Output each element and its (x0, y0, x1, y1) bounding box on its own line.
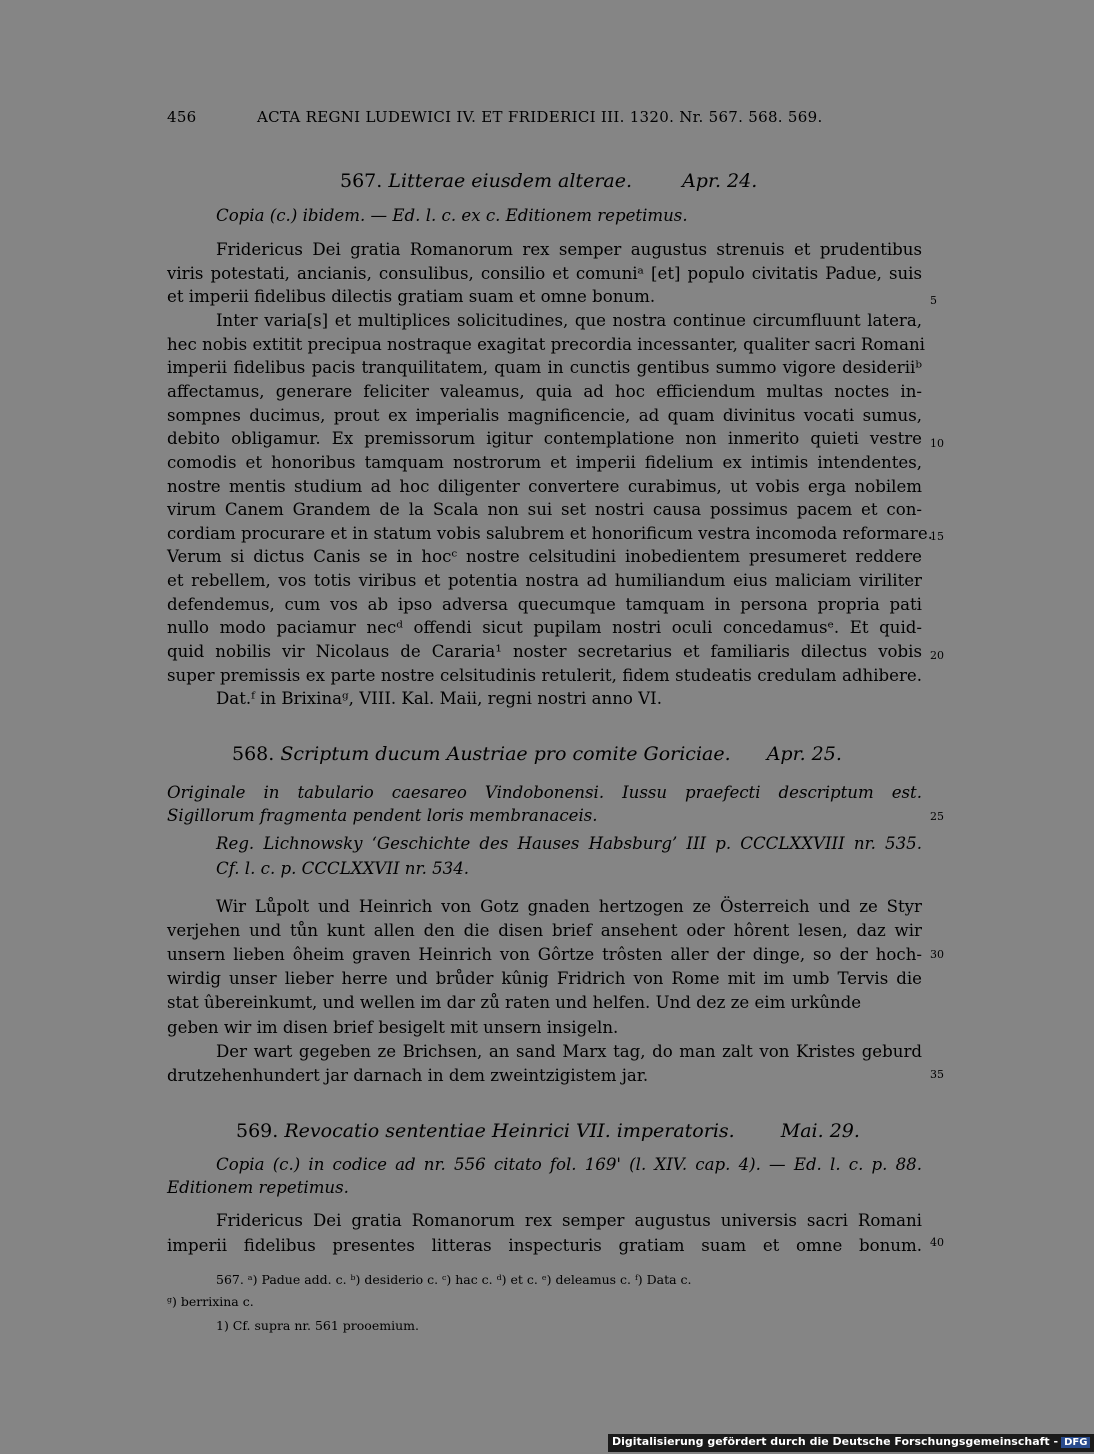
text-line: geben wir im disen brief besigelt mit unsern insigeln. (167, 1017, 619, 1037)
margin-line-number: 30 (930, 948, 944, 961)
text-line: Der wart gegeben ze Brichsen, an sand Marx tag, do man zalt von Kristes geburd (216, 1041, 922, 1061)
text-line: Inter varia[s] et multiplices solicitudines, que nostra continue circumfluunt latera, (216, 310, 922, 330)
text-line: viris potestati, ancianis, consulibus, consilio et comuniᵃ [et] populo civitatis Padue, suis (167, 263, 922, 283)
footer-text: Digitalisierung gefördert durch die Deutsche Forschungsgemeinschaft - (612, 1435, 1059, 1448)
doc-568-source-2: Sigillorum fragmenta pendent loris membranaceis. (167, 806, 598, 825)
doc-568-number: 568. (232, 743, 275, 765)
text-line: nostre mentis studium ad hoc diligenter convertere curabimus, ut vobis erga nobilem (167, 476, 922, 496)
text-line: drutzehenhundert jar darnach in dem zweintzigistem jar. (167, 1065, 649, 1085)
margin-line-number: 40 (930, 1236, 944, 1249)
running-title: ACTA REGNI LUDEWICI IV. ET FRIDERICI III. 1320. Nr. 567. 568. 569. (257, 108, 823, 126)
text-line: Dat.ᶠ in Brixinaᵍ, VIII. Kal. Maii, regni nostri anno VI. (216, 689, 662, 709)
text-line: defendemus, cum vos ab ipso adversa quecumque tamquam in persona propria pati (167, 594, 922, 614)
doc-569-number: 569. (236, 1120, 279, 1142)
doc-568-date: Apr. 25. (766, 743, 842, 765)
text-line: et imperii fidelibus dilectis gratiam suam et omne bonum. (167, 287, 656, 307)
doc-569-title-text: Revocatio sententiae Heinrici VII. imperatoris. (284, 1120, 735, 1142)
text-line: virum Canem Grandem de la Scala non sui set nostri causa possimus pacem et con- (167, 500, 922, 520)
doc-569-date: Mai. 29. (780, 1120, 860, 1142)
margin-line-number: 10 (930, 437, 944, 450)
doc-567-number: 567. (340, 170, 383, 192)
doc-568-title (232, 743, 842, 765)
margin-line-number: 25 (930, 810, 944, 823)
doc-569-title (236, 1120, 860, 1142)
doc-568-source-4: Cf. l. c. p. CCCLXXVII nr. 534. (216, 859, 470, 878)
margin-line-number: 20 (930, 649, 944, 662)
margin-line-number: 35 (930, 1068, 944, 1081)
text-line: imperii fidelibus presentes litteras inspecturis gratiam suam et omne bonum. (167, 1235, 922, 1255)
doc-567-source: Copia (c.) ibidem. — Ed. l. c. ex c. Editionem repetimus. (216, 206, 688, 225)
text-line: Verum si dictus Canis se in hocᶜ nostre celsitudini inobedientem presumeret reddere (167, 547, 922, 567)
margin-line-number: 15 (930, 530, 944, 543)
text-line: et rebellem, vos totis viribus et potentia nostra ad humiliandum eius maliciam viriliter (167, 571, 922, 591)
page-number: 456 (167, 108, 197, 126)
doc-567-title-text: Litterae eiusdem alterae. (388, 170, 633, 192)
doc-568-source-1: Originale in tabulario caesareo Vindobonensi. Iussu praefecti descriptum est. (167, 783, 922, 802)
text-line: quid nobilis vir Nicolaus de Cararia¹ noster secretarius et familiaris dilectus vobis (167, 642, 922, 662)
doc-568-source-3: Reg. Lichnowsky ‘Geschichte des Hauses Habsburg’ III p. CCCLXXVIII nr. 535. (216, 834, 922, 853)
text-line: Fridericus Dei gratia Romanorum rex semper augustus strenuis et prudentibus (216, 240, 922, 259)
text-line: Wir Lůpolt und Heinrich von Gotz gnaden hertzogen ze Österreich und ze Styr (216, 897, 922, 916)
doc-569-source-1: Copia (c.) in codice ad nr. 556 citato fol. 169' (l. XIV. cap. 4). — Ed. l. c. p. 88. (216, 1155, 922, 1174)
text-line: super premissis ex parte nostre celsitudinis retulerit, fidem studeatis credulam adhibere. (167, 665, 922, 685)
text-line: affectamus, generare feliciter valeamus, quia ad hoc efficiendum multas noctes in- (167, 381, 922, 401)
text-line: debito obligamur. Ex premissorum igitur contemplatione non inmerito quieti vestre (167, 429, 922, 449)
digitization-footer (608, 1434, 1094, 1452)
text-line: unsern lieben ôheim graven Heinrich von Gôrtze trôsten aller der dinge, so der hoch- (167, 945, 922, 965)
text-line: sompnes ducimus, prout ex imperialis magnificencie, ad quam divinitus vocati sumus, (167, 405, 922, 425)
doc-567-date: Apr. 24. (682, 170, 758, 192)
text-line: comodis et honoribus tamquam nostrorum et imperii fidelium ex intimis intendentes, (167, 452, 922, 472)
footnote-line-2: ᵍ) berrixina c. (167, 1294, 254, 1309)
text-line: Fridericus Dei gratia Romanorum rex semper augustus universis sacri Romani (216, 1211, 922, 1230)
doc-567-title (340, 170, 757, 192)
text-line: imperii fidelibus pacis tranquilitatem, quam in cunctis gentibus summo vigore desideriiᵇ (167, 358, 922, 378)
doc-569-source-2: Editionem repetimus. (167, 1178, 349, 1197)
text-line: nullo modo paciamur necᵈ offendi sicut pupilam nostri oculi concedamusᵉ. Et quid- (167, 618, 922, 638)
dfg-logo: DFG (1061, 1437, 1090, 1448)
text-line: verjehen und tůn kunt allen den die disen brief ansehent oder hôrent lesen, daz wir (167, 921, 922, 941)
text-line: hec nobis extitit precipua nostraque exagitat precordia incessanter, qualiter sacri Romani (167, 334, 925, 354)
margin-line-number: 5 (930, 294, 937, 307)
text-line: wirdig unser lieber herre und brůder kûnig Fridrich von Rome mit im umb Tervis die (167, 969, 922, 989)
doc-568-title-text: Scriptum ducum Austriae pro comite Goriciae. (280, 743, 731, 765)
footnote-line-3: 1) Cf. supra nr. 561 prooemium. (216, 1318, 419, 1333)
footnote-line-1: 567. ᵃ) Padue add. c. ᵇ) desiderio c. ᶜ) hac c. ᵈ) et c. ᵉ) deleamus c. ᶠ) Data c. (216, 1272, 692, 1287)
text-line: cordiam procurare et in statum vobis salubrem et honorificum vestra incomoda reformare. (167, 523, 933, 543)
text-line: stat ûbereinkumt, und wellen im dar zů raten und helfen. Und dez ze eim urkûnde (167, 993, 862, 1013)
